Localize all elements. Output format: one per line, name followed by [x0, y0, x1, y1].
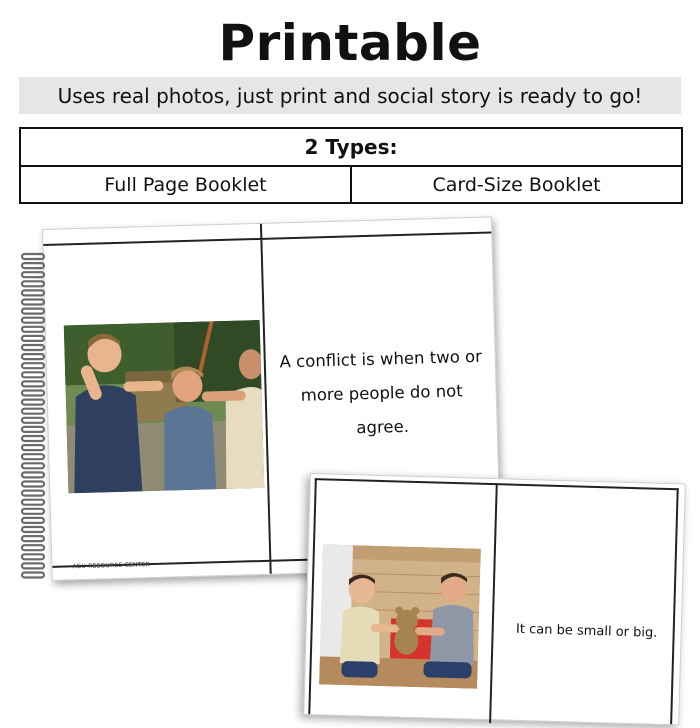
spiral-coil	[22, 482, 44, 487]
footer-watermark: AGU RESOURCE CENTER	[72, 561, 150, 571]
spiral-coil	[22, 563, 44, 568]
spiral-coil	[22, 573, 44, 578]
spiral-coil	[22, 436, 44, 441]
spiral-coil	[22, 391, 44, 396]
spiral-coil	[22, 281, 44, 286]
page-title: Printable	[218, 14, 482, 72]
spiral-coil	[22, 400, 44, 405]
types-table	[19, 127, 683, 204]
spiral-coil	[22, 363, 44, 368]
page-border-top	[43, 231, 491, 246]
spiral-coil	[22, 463, 44, 468]
spiral-coil	[22, 445, 44, 450]
spiral-coil	[22, 472, 44, 477]
spiral-coil	[22, 509, 44, 514]
type-card-size: Card-Size Booklet	[350, 167, 681, 202]
spiral-coil	[22, 336, 44, 341]
spiral-coil	[22, 290, 44, 295]
card-size-booklet-preview	[303, 473, 686, 725]
subtitle-banner	[19, 77, 681, 114]
spiral-binding-icon	[20, 250, 46, 580]
spiral-coil	[22, 454, 44, 459]
spiral-coil	[22, 345, 44, 350]
type-full-page: Full Page Booklet	[104, 173, 267, 196]
conflict-photo	[64, 320, 265, 493]
booklet-page-text: A conflict is when two or more people do not agree.	[279, 346, 483, 438]
card-page-text: It can be small or big.	[515, 621, 658, 641]
spiral-coil	[22, 500, 44, 505]
subtitle-text: Uses real photos, just print and social story is ready to go!	[57, 83, 643, 108]
spiral-coil	[22, 300, 44, 305]
toy-conflict-photo	[319, 544, 481, 688]
spiral-coil	[22, 327, 44, 332]
spiral-coil	[22, 536, 44, 541]
spiral-coil	[22, 381, 44, 386]
spiral-coil	[22, 554, 44, 559]
spiral-coil	[22, 254, 44, 259]
types-heading: 2 Types:	[21, 129, 681, 167]
spiral-coil	[22, 409, 44, 414]
spiral-coil	[22, 527, 44, 532]
spiral-coil	[22, 263, 44, 268]
spiral-coil	[22, 418, 44, 423]
spiral-coil	[22, 272, 44, 277]
spiral-coil	[22, 427, 44, 432]
spiral-coil	[22, 318, 44, 323]
spiral-coil	[22, 491, 44, 496]
types-row	[21, 167, 681, 202]
spiral-coil	[22, 372, 44, 377]
spiral-coil	[22, 545, 44, 550]
spiral-coil	[22, 518, 44, 523]
spiral-coil	[22, 309, 44, 314]
spiral-coil	[22, 354, 44, 359]
